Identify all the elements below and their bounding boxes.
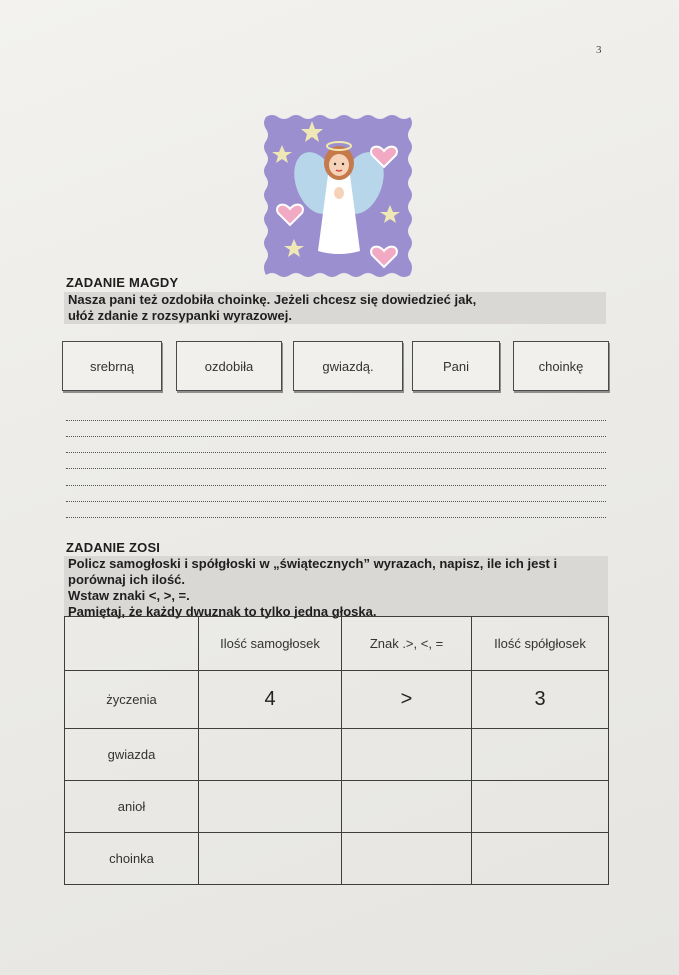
vowel-count-cell[interactable] [199,729,342,781]
header-cell: Znak .>, <, = [342,617,472,671]
sign-cell[interactable]: > [342,671,472,729]
answer-line[interactable] [66,501,606,502]
table-row [65,729,609,781]
word-scramble [60,341,612,393]
answer-line[interactable] [66,485,606,486]
word-card: gwiazdą. [293,341,403,391]
word-cell: gwiazda [65,729,199,781]
sign-cell[interactable] [342,781,472,833]
page-number: 3 [596,44,602,56]
word-cell: anioł [65,781,199,833]
vowel-count-cell[interactable]: 4 [199,671,342,729]
word-card: srebrną [62,341,162,391]
word-card: Pani [412,341,500,391]
answer-line[interactable] [66,517,606,518]
table-row [65,833,609,885]
sign-cell[interactable] [342,833,472,885]
answer-line[interactable] [66,452,606,453]
table-row [65,671,609,729]
header-cell: Ilość samogłosek [199,617,342,671]
table-header-row [65,617,609,671]
consonant-count-cell[interactable] [472,781,609,833]
word-card: choinkę [513,341,609,391]
task2-instruction-line4: Pamiętaj, że każdy dwuznak to tylko jedna głoska. [64,604,608,617]
task1-title: ZADANIE MAGDY [66,275,179,290]
consonant-count-cell[interactable] [472,729,609,781]
consonant-count-cell[interactable] [472,833,609,885]
task2-instruction-line3: Wstaw znaki <, >, =. [64,588,608,604]
answer-line[interactable] [66,420,606,421]
word-card: ozdobiła [176,341,282,391]
word-cell: życzenia [65,671,199,729]
task2-instruction-line2: porównaj ich ilość. [64,572,608,588]
sign-cell[interactable] [342,729,472,781]
angel-picture [262,113,414,279]
task1-instruction-line1: Nasza pani też ozdobiła choinkę. Jeżeli chcesz się dowiedzieć jak, [64,292,606,308]
consonant-count-cell[interactable]: 3 [472,671,609,729]
table-row [65,781,609,833]
vowel-count-cell[interactable] [199,781,342,833]
task1-instruction-line2: ułóż zdanie z rozsypanki wyrazowej. [64,308,606,324]
answer-line[interactable] [66,468,606,469]
vowel-count-cell[interactable] [199,833,342,885]
answer-line[interactable] [66,436,606,437]
vowel-consonant-table [64,616,609,885]
task2-instruction-line1: Policz samogłoski i spółgłoski w „świątecznych” wyrazach, napisz, ile ich jest i [64,556,608,572]
header-cell [65,617,199,671]
word-cell: choinka [65,833,199,885]
header-cell: Ilość spółgłosek [472,617,609,671]
task2-title: ZADANIE ZOSI [66,540,161,555]
